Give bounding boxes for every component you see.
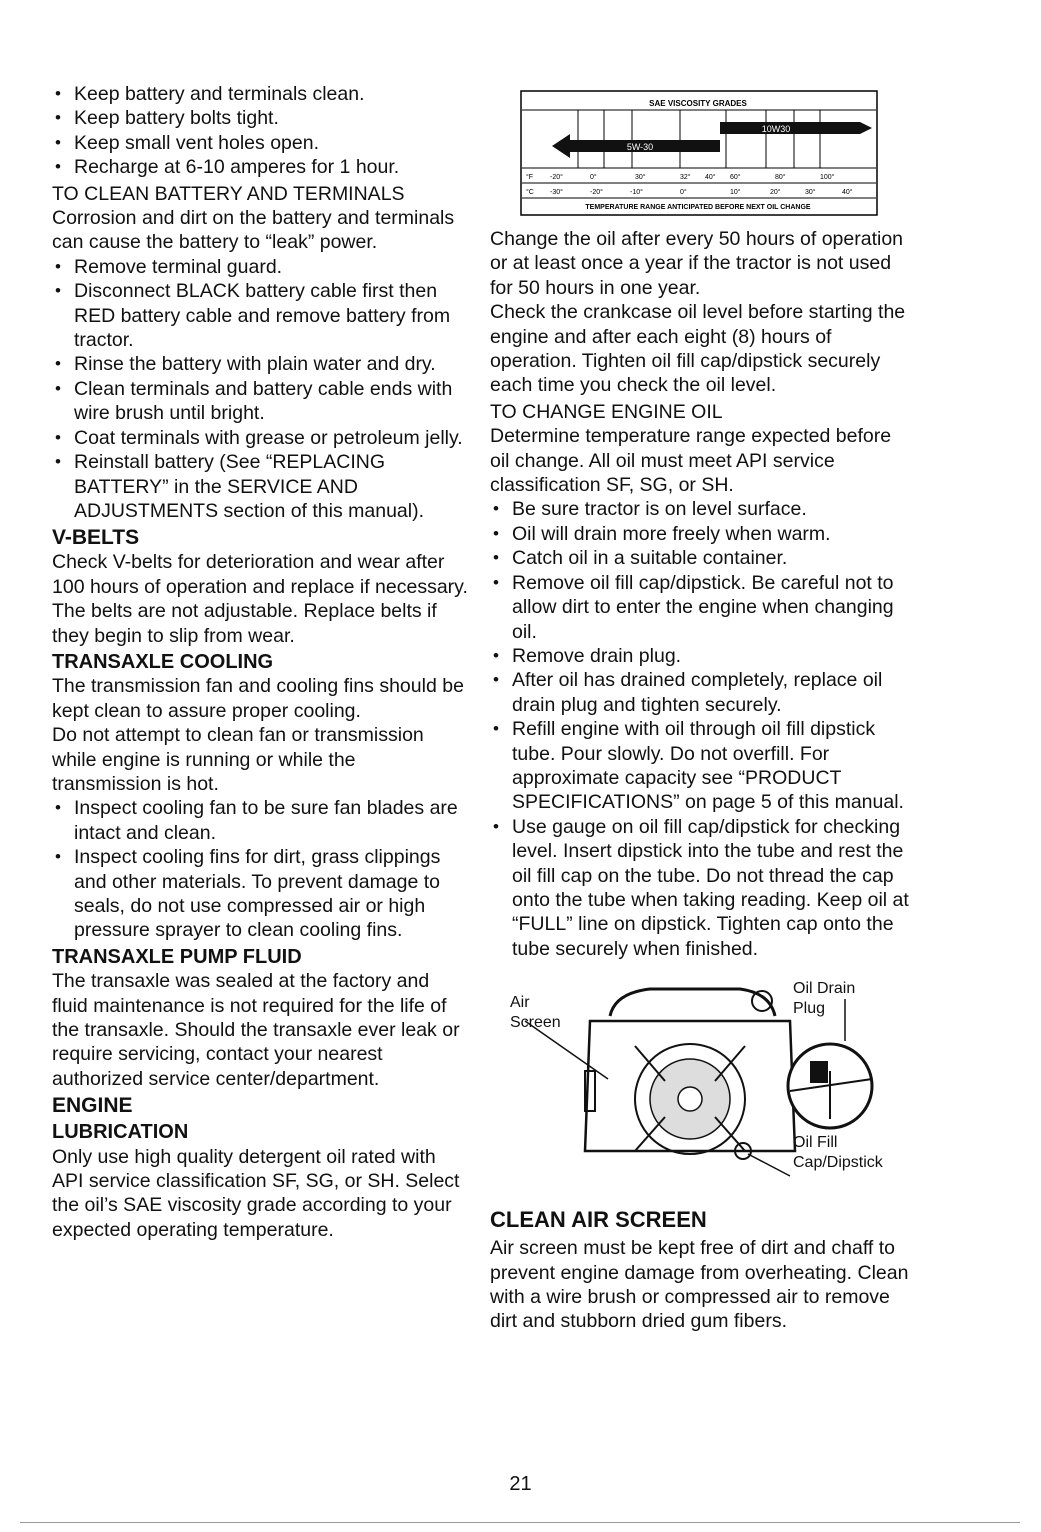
list-item: • Remove terminal guard. — [52, 255, 470, 279]
list-item: • Keep small vent holes open. — [52, 131, 470, 155]
page-number: 21 — [509, 1473, 532, 1495]
fahrenheit-tick: 32° — [680, 174, 691, 181]
oil-fill-label-line2: Cap/Dipstick — [793, 1154, 883, 1172]
fahrenheit-tick: -20° — [550, 174, 563, 181]
pump-fluid-heading: TRANSAXLE PUMP FLUID — [52, 945, 302, 968]
transaxle-cooling-text: The transmission fan and cooling fins should be kept clean to assure proper cooling. — [52, 675, 464, 722]
check-oil-text: Check the crankcase oil level before starting the engine and after each eight (8) hours of operation. Tighten oil fill cap/dipstick securely each time you check the oil level. — [490, 301, 906, 397]
celsius-ticks — [550, 188, 853, 196]
list-item: • Keep battery bolts tight. — [52, 106, 470, 130]
vbelts-heading: V-BELTS — [52, 526, 140, 550]
celsius-tick: 20° — [770, 189, 781, 196]
fahrenheit-tick: 80° — [775, 174, 786, 181]
lubrication-text: Only use high quality detergent oil rated with API service classification SF, SG, or SH. Select the oil’s SAE viscosity grade according to your expected operating temperature. — [52, 1145, 460, 1241]
celsius-tick: -30° — [550, 189, 563, 196]
vbelts-text: Check V-belts for deterioration and wear after 100 hours of operation and replace if necessary. The belts are not adjustable. Replace belts if they begin to slip from wear. — [52, 551, 468, 647]
clean-battery-heading: TO CLEAN BATTERY AND TERMINALS — [52, 182, 405, 205]
bottom-divider — [20, 1522, 1020, 1523]
oil-fill-label-line1: Oil Fill — [793, 1134, 838, 1152]
list-item: • Refill engine with oil through oil fill dipstick tube. Pour slowly. Do not overfill. For approximate capacity see “PRODUCT SPECIFICATIONS” on page 5 of this manual. — [490, 717, 910, 815]
oil-drain-label-line1: Oil Drain — [793, 980, 856, 998]
grade-10w30-label: 10W30 — [761, 124, 791, 134]
list-item: • Reinstall battery (See “REPLACING BATTERY” in the SERVICE AND ADJUSTMENTS section of this manual). — [52, 450, 470, 523]
pump-fluid-text: The transaxle was sealed at the factory and fluid maintenance is not required for the life of the transaxle. Should the transaxle ever leak or require servicing, contact your nearest authorized service center/department. — [52, 970, 460, 1090]
list-item: • Remove drain plug. — [490, 644, 910, 668]
grade-5w30-label: 5W-30 — [626, 142, 654, 152]
change-engine-oil-steps — [490, 497, 910, 961]
list-item: • Rinse the battery with plain water and dry. — [52, 352, 470, 376]
change-engine-oil-text: Determine temperature range expected before oil change. All oil must meet API service classification SF, SG, or SH. — [490, 425, 892, 497]
fahrenheit-tick: 100° — [820, 174, 835, 181]
fahrenheit-ticks — [550, 173, 835, 181]
fahrenheit-tick: 40° — [705, 174, 716, 181]
list-item: • Be sure tractor is on level surface. — [490, 497, 910, 521]
chart-title: SAE VISCOSITY GRADES — [649, 99, 747, 108]
clean-battery-text: Corrosion and dirt on the battery and terminals can cause the battery to “leak” power. — [52, 207, 455, 254]
fahrenheit-tick: 30° — [635, 174, 646, 181]
fahrenheit-unit: °F — [526, 174, 534, 181]
list-item: • Oil will drain more freely when warm. — [490, 522, 910, 546]
list-item: • Disconnect BLACK battery cable first then RED battery cable and remove battery from tractor. — [52, 279, 470, 352]
list-item: • Keep battery and terminals clean. — [52, 82, 470, 106]
list-item: • After oil has drained completely, replace oil drain plug and tighten securely. — [490, 668, 910, 717]
celsius-unit: °C — [526, 189, 534, 196]
chart-caption: TEMPERATURE RANGE ANTICIPATED BEFORE NEXT OIL CHANGE — [585, 204, 811, 211]
battery-tips-list — [52, 82, 470, 180]
celsius-tick: -20° — [590, 189, 603, 196]
list-item: • Clean terminals and battery cable ends with wire brush until bright. — [52, 377, 470, 426]
celsius-tick: 10° — [730, 189, 741, 196]
left-column — [52, 82, 470, 1242]
list-item: • Inspect cooling fins for dirt, grass clippings and other materials. To prevent damage to seals, do not use compressed air or high pressure sprayer to clean cooling fins. — [52, 845, 470, 943]
clean-air-screen-text: Air screen must be kept free of dirt and chaff to prevent engine damage from overheating. Clean with a wire brush or compressed air to remove dirt and stubborn dried gum fibers. — [490, 1237, 909, 1333]
engine-figure — [490, 971, 910, 1186]
grade-10w30-arrow — [720, 122, 872, 134]
lubrication-heading: LUBRICATION — [52, 1121, 189, 1144]
clean-battery-steps — [52, 255, 470, 523]
air-screen-label-line2: Screen — [510, 1014, 561, 1032]
list-item: • Coat terminals with grease or petroleum jelly. — [52, 426, 470, 450]
list-item: • Inspect cooling fan to be sure fan blades are intact and clean. — [52, 796, 470, 845]
celsius-tick: 40° — [842, 189, 853, 196]
fahrenheit-tick: 60° — [730, 174, 741, 181]
change-engine-oil-heading: TO CHANGE ENGINE OIL — [490, 400, 723, 423]
celsius-tick: 30° — [805, 189, 816, 196]
celsius-tick: 0° — [680, 189, 687, 196]
oil-drain-label-line2: Plug — [793, 1000, 826, 1018]
fahrenheit-tick: 0° — [590, 174, 597, 181]
transaxle-cooling-steps — [52, 796, 470, 942]
clean-air-screen-heading: CLEAN AIR SCREEN — [490, 1207, 707, 1233]
celsius-tick: -10° — [630, 189, 643, 196]
right-column — [490, 82, 910, 1334]
list-item: • Catch oil in a suitable container. — [490, 546, 910, 570]
list-item: • Use gauge on oil fill cap/dipstick for checking level. Insert dipstick into the tube and rest the oil fill cap on the tube. Do not thread the cap onto the tube when taking reading. Keep oil at “FULL” line on dipstick. Tighten cap onto the tube securely when finished. — [490, 815, 910, 961]
engine-heading: ENGINE — [52, 1094, 133, 1118]
list-item: • Remove oil fill cap/dipstick. Be careful not to allow dirt to enter the engine when changing oil. — [490, 571, 910, 644]
change-oil-text: Change the oil after every 50 hours of operation or at least once a year if the tractor is not used for 50 hours in one year. — [490, 228, 904, 299]
viscosity-chart — [520, 90, 880, 218]
transaxle-cooling-heading: TRANSAXLE COOLING — [52, 650, 274, 673]
list-item: • Recharge at 6-10 amperes for 1 hour. — [52, 155, 470, 179]
air-screen-label-line1: Air — [510, 994, 530, 1012]
transaxle-cooling-warning: Do not attempt to clean fan or transmission while engine is running or while the transmission is hot. — [52, 724, 424, 795]
